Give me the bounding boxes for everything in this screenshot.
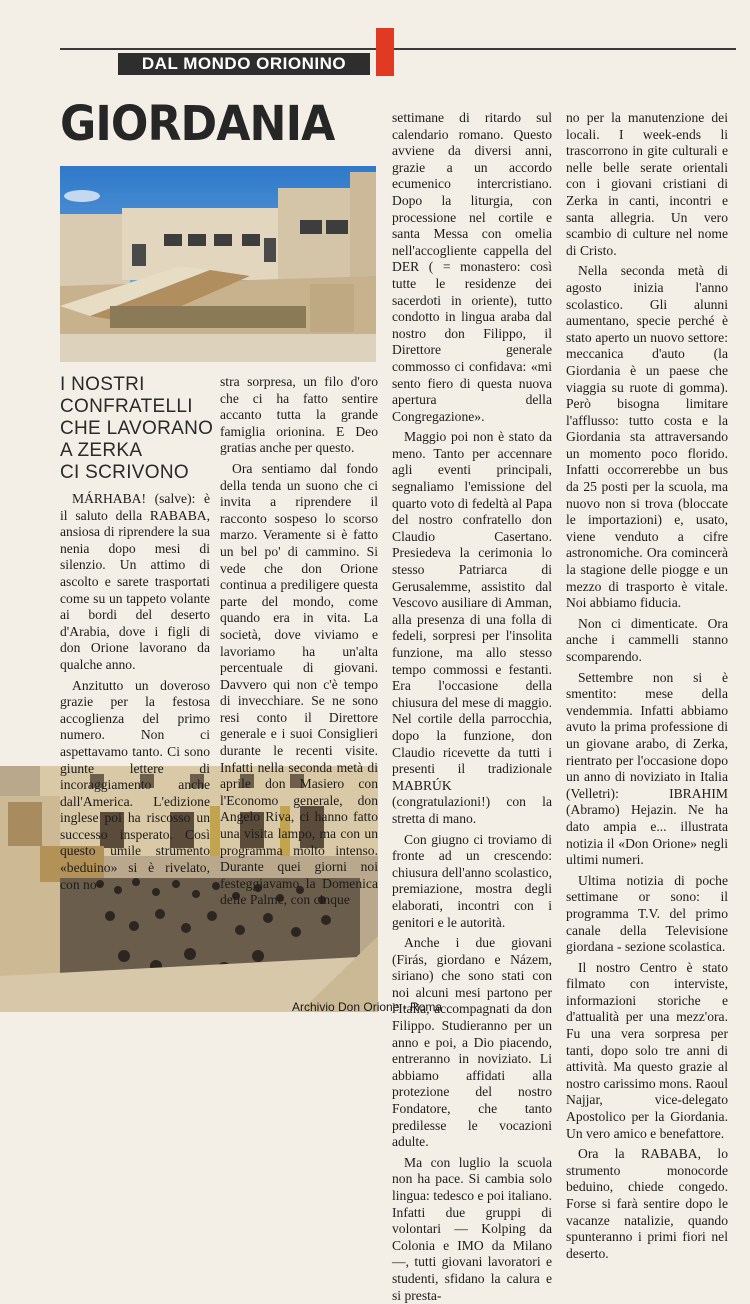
paragraph: Ora la RABABA, lo strumento monocorde beduino, chiede congedo. Forse si farà sentire dopo le vacanze natalizie, quando spunteranno i primi fiori nel deserto. <box>566 1146 728 1261</box>
paragraph: Non ci dimenticate. Ora anche i cammelli stanno scomparendo. <box>566 615 728 664</box>
subhead-line: CHE LAVORANO <box>60 418 214 439</box>
red-accent-bar <box>376 28 394 76</box>
subhead-line: A ZERKA <box>60 440 143 461</box>
article-column-1 <box>60 491 210 893</box>
subhead-line: I NOSTRI <box>60 374 145 395</box>
article-column-4 <box>566 110 728 1262</box>
archive-footer: Archivio Don Orione - Roma <box>292 1000 443 1014</box>
paragraph: Ma con luglio la scuola non ha pace. Si cambia solo lingua: tedesco e poi italiano. Infatti due gruppi di volontari — Kolping da Colonia e IMO da Milano —, tutti giovani lavoratori e studenti, sfidano la calura e si presta- <box>392 1154 552 1303</box>
article-column-2 <box>220 374 378 909</box>
paragraph: Settembre non si è smentito: mese della vendemmia. Infatti abbiamo avuto la prima professione di un giovane arabo, di Zerka, rientrato per l'occasione dopo un anno di noviziato in Italia (Velletri): IBRAHIM (Abramo) Hejazin. Ne ha dato ampia e... illustrata notizia il «Don Orione» negli ultimi numeri. <box>566 669 728 868</box>
subhead-line: CI SCRIVONO <box>60 462 189 483</box>
paragraph: Ora sentiamo dal fondo della tenda un suono che ci invita a riprendere il racconto sospeso lo scorso marzo. Veramente si è fatto un bel po' di cammino. Si vede che don Orione continua a prediligere questa parte del mondo, come quando era in vita. La società, dove viviamo e lavoriamo ha un'alta percentuale di giovani. Davvero qui non c'è tempo di invecchiare. Se ne sono resi conto il Direttore generale e i suoi Consiglieri durante le recenti visite. Infatti nella seconda metà di aprile don Masiero con l'Economo generale, don Angelo Riva, ci hanno fatto una visita lampo, ma con un programma molto intenso. Durante quei giorni noi festeggiavamo la Domenica delle Palme, con cinque <box>220 460 378 908</box>
paragraph: Il nostro Centro è stato filmato con interviste, informazioni storiche e d'attualità per una mezz'ora. Fu una vera sorpresa per tanti, dopo solo tre anni di attività. Ma questo grazie al nostro carissimo mons. Raoul Najjar, vice-delegato Apostolico per la Giordania. Un vero amico e benefattore. <box>566 959 728 1141</box>
paragraph: MÁRHABA! (salve): è il saluto della RABABA, ansiosa di riprendere la sua nenia dopo mesi di silenzio. Un attimo di ascolto e sarete trasportati come su un tappeto volante ai bordi del deserto d'Arabia, dove i figli di don Orione lavorano da qualche anno. <box>60 491 210 672</box>
paragraph: Maggio poi non è stato da meno. Tanto per accennare agli eventi principali, segnaliamo l'emissione del quarto voto di fedeltà al Papa del nostro confratello don Claudio Casertano. Presiedeva la cerimonia lo stesso Patriarca di Gerusalemme, assistito dal Vescovo ausiliare di Amman, alla presenza di una folla di fedeli, sorpresi per l'insolita funzione, ma allo stesso tempo commossi e festanti. Era l'occasione della chiusura del mese di maggio. Nel cortile della parrocchia, dopo la funzione, don Claudio ricevette da tutti i presenti il tradizionale MABRÚK (congratulazioni!) con la stretta di mano. <box>392 429 552 826</box>
page-title: GIORDANIA <box>60 96 335 152</box>
paragraph: no per la manutenzione dei locali. I week-ends li trascorrono in gite culturali e nelle belle serate orientali con i giovani cristiani di Zerka in canti, incontri e santa allegria. Un vero scambio di culture nel nome di Cristo. <box>566 110 728 258</box>
paragraph: Anzitutto un doveroso grazie per la festosa accoglienza del primo numero. Non ci aspettavamo tanto. Ci sono giunte lettere di incoraggiamento anche dall'America. L'edizione inglese poi ha riscosso un successo insperato. Così questo umile strumento «beduino» si è rivelato, con no- <box>60 677 210 892</box>
paragraph: Anche i due giovani (Firás, giordano e Názem, siriano) che sono stati con noi alcuni mesi partono per l'Italia, accompagnati da don Filippo. Studieranno per un anno e poi, a Dio piacendo, entreranno in noviziato. Li abbiamo affidati alla protezione del nostro Fondatore, che tanto predilesse le vocazioni adulte. <box>392 935 552 1150</box>
section-label: DAL MONDO ORIONINO <box>118 53 370 75</box>
paragraph: Ultima notizia di poche settimane or sono: il programma T.V. del primo canale della Televisione giordana - sezione scolastica. <box>566 872 728 955</box>
paragraph: Con giugno ci troviamo di fronte ad un crescendo: chiusura dell'anno scolastico, premiazione, mostra degli elaborati, incontri con i genitori e le autorità. <box>392 831 552 930</box>
paragraph: stra sorpresa, un filo d'oro che ci ha fatto sentire accanto tutta la grande famiglia orionina. E Deo gratias anche per questo. <box>220 374 378 456</box>
top-rule <box>60 48 736 50</box>
paragraph: settimane di ritardo sul calendario romano. Questo avviene da diversi anni, grazie a un accordo ecumenico intercristiano. Dopo la liturgia, con processione nel cortile e santa Messa con omelia nell'accogliente cappella del DER ( = monastero: così tutte le residenze dei sacerdoti in oriente), tutto condotto in lingua araba dal nostro don Filippo, il Direttore generale commosso ci confidava: «mi sento fiero di questa nuova apertura della Congregazione». <box>392 110 552 424</box>
building-photo <box>60 166 376 362</box>
paragraph: Nella seconda metà di agosto inizia l'anno scolastico. Gli alunni aumentano, specie perché è stato aperto un nuovo settore: meccanica d'auto (la Giordania è un paese che viaggia su ruote di gomma). Però bisogna limitare l'afflusso: tutto costa e la Giordania sta attraversando un momento poco florido. Infatti occorrerebbe un bus da 25 posti per la scuola, ma nuovo non si trova (bloccate le importazioni) e, usato, viene venduto a cifre astronomiche. Ora comincerà la stagione delle piogge e un mezzo di trasporto è vitale. Noi abbiamo fiducia. <box>566 263 728 611</box>
subhead-line: CONFRATELLI <box>60 396 193 417</box>
article-column-3 <box>392 110 552 1304</box>
